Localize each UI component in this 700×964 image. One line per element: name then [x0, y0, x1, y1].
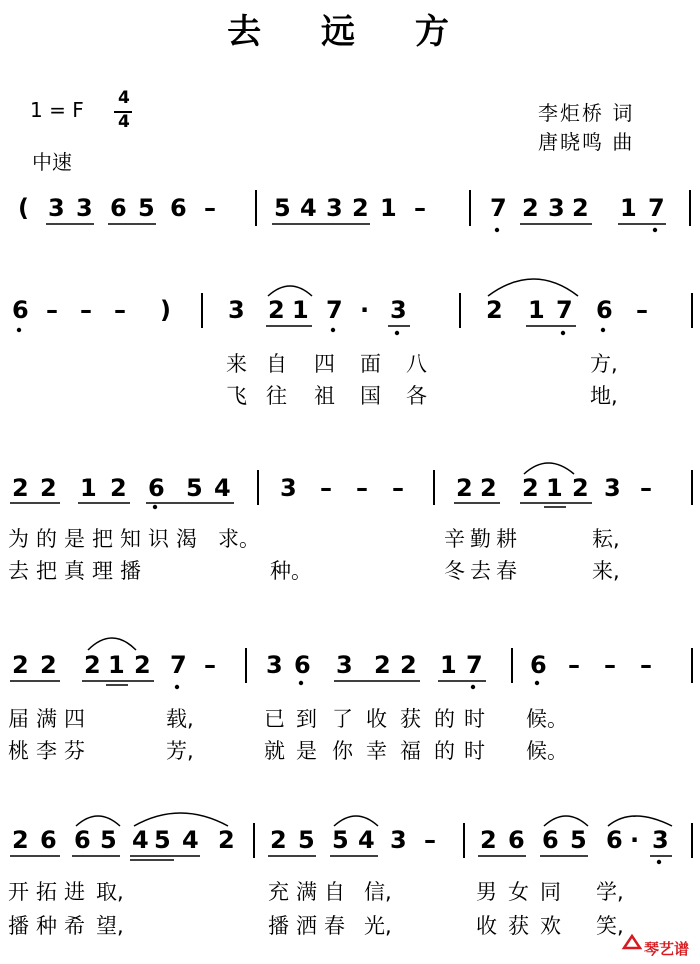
note: 2: [40, 474, 57, 502]
note: –: [636, 296, 648, 324]
note: 2: [480, 826, 497, 854]
note: –: [604, 651, 616, 679]
lyric-verse-2: 真: [64, 559, 85, 583]
note: 4: [358, 826, 375, 854]
note: 7: [648, 194, 665, 222]
note: 4: [132, 826, 149, 854]
lyric-verse-1: 八: [406, 352, 427, 376]
lyric-verse-2: 来,: [592, 559, 620, 583]
note: 6: [596, 296, 613, 324]
note: 1: [80, 474, 97, 502]
lyric-verse-2: 的: [434, 739, 455, 763]
note: 3: [604, 474, 621, 502]
octave-dot: [535, 681, 539, 685]
note: –: [392, 474, 404, 502]
note: 1: [546, 474, 563, 502]
lyric-verse-1: 时: [464, 707, 485, 731]
note: –: [568, 651, 580, 679]
note: 4: [214, 474, 231, 502]
tempo-marking: 中速: [32, 150, 72, 174]
note: 7: [490, 194, 507, 222]
lyric-verse-2: 播: [268, 914, 289, 938]
lyric-verse-1: 来: [226, 352, 247, 376]
lyric-verse-2: 欢: [540, 914, 561, 938]
note: 2: [218, 826, 235, 854]
lyric-verse-2: 希: [64, 914, 85, 938]
note: 3: [326, 194, 343, 222]
note: 6: [40, 826, 57, 854]
note: 3: [280, 474, 297, 502]
note: 2: [84, 651, 101, 679]
note: 2: [134, 651, 151, 679]
time-signature-denominator: 4: [118, 112, 130, 132]
note: 3: [652, 826, 669, 854]
lyric-verse-2: 你: [332, 739, 353, 763]
note: 2: [374, 651, 391, 679]
lyric-verse-1: 了: [332, 707, 353, 731]
note: –: [204, 651, 216, 679]
note: 6: [74, 826, 91, 854]
note: 4: [182, 826, 199, 854]
octave-dot: [471, 685, 475, 689]
slur: [134, 813, 228, 826]
lyric-verse-1: 到: [296, 707, 317, 731]
watermark-logo: [624, 936, 640, 948]
lyric-verse-2: 飞: [226, 384, 247, 408]
lyric-verse-1: 开: [8, 880, 29, 904]
octave-dot: [175, 685, 179, 689]
lyric-verse-1: 四: [314, 352, 335, 376]
note: 7: [170, 651, 187, 679]
lyric-verse-1: 已: [264, 707, 285, 731]
lyric-verse-1: 辛: [444, 527, 465, 551]
lyric-verse-2: 李: [36, 739, 57, 763]
lyric-verse-1: 候。: [526, 707, 568, 731]
note: 3: [266, 651, 283, 679]
octave-dot: [153, 505, 157, 509]
lyric-verse-2: 洒: [296, 914, 317, 938]
octave-dot: [561, 331, 565, 335]
lyric-verse-2: 收: [476, 914, 497, 938]
tie: [76, 816, 120, 826]
lyric-verse-1: 耕: [496, 527, 517, 551]
note: 6: [542, 826, 559, 854]
note: 2: [12, 651, 29, 679]
lyric-verse-2: 时: [464, 739, 485, 763]
tie: [608, 816, 672, 826]
key-signature: 1 = F: [30, 98, 84, 122]
note: 5: [138, 194, 155, 222]
lyricist-credit: 李炬桥 词: [538, 101, 635, 125]
slur: [488, 279, 578, 296]
note: –: [320, 474, 332, 502]
lyric-verse-2: 望,: [96, 914, 124, 938]
note: 2: [486, 296, 503, 324]
note: 3: [336, 651, 353, 679]
note: 2: [352, 194, 369, 222]
note: 5: [186, 474, 203, 502]
note: 7: [466, 651, 483, 679]
tie: [544, 816, 588, 826]
lyric-verse-2: 播: [120, 559, 141, 583]
octave-dot: [653, 228, 657, 232]
note: 6: [508, 826, 525, 854]
lyric-verse-2: 种: [36, 914, 57, 938]
watermark-text: 琴艺谱: [644, 940, 690, 958]
octave-dot: [495, 228, 499, 232]
note: –: [46, 296, 58, 324]
note: 5: [274, 194, 291, 222]
note: 2: [522, 474, 539, 502]
lyric-verse-2: 春: [324, 914, 345, 938]
lyric-verse-2: 种。: [270, 559, 312, 583]
note: (: [18, 194, 29, 222]
lyric-verse-1: 学,: [596, 880, 624, 904]
note: 3: [548, 194, 565, 222]
note: 3: [48, 194, 65, 222]
lyric-verse-1: 的: [36, 527, 57, 551]
lyric-verse-2: 春: [496, 559, 517, 583]
octave-dot: [395, 331, 399, 335]
lyric-verse-1: 是: [64, 527, 85, 551]
lyric-verse-2: 候。: [526, 739, 568, 763]
lyric-verse-1: 获: [400, 707, 421, 731]
lyric-verse-1: 知: [120, 527, 141, 551]
lyric-verse-1: 渴: [176, 527, 197, 551]
lyric-verse-1: 进: [64, 880, 85, 904]
note: 5: [298, 826, 315, 854]
note: ·: [630, 826, 640, 854]
note: 1: [108, 651, 125, 679]
note: 5: [570, 826, 587, 854]
lyric-verse-2: 冬: [444, 559, 465, 583]
note: 6: [606, 826, 623, 854]
lyric-verse-1: 的: [434, 707, 455, 731]
note: 2: [572, 194, 589, 222]
lyric-verse-1: 届: [8, 707, 29, 731]
lyric-verse-2: 各: [406, 384, 427, 408]
lyric-verse-1: 四: [64, 707, 85, 731]
note: 2: [400, 651, 417, 679]
lyric-verse-1: 取,: [96, 880, 124, 904]
note: 2: [480, 474, 497, 502]
note: 2: [522, 194, 539, 222]
lyric-verse-2: 播: [8, 914, 29, 938]
slur: [524, 463, 574, 474]
note: –: [414, 194, 426, 222]
lyric-verse-1: 满: [36, 707, 57, 731]
octave-dot: [17, 328, 21, 332]
lyric-verse-1: 同: [540, 880, 561, 904]
lyric-verse-2: 往: [266, 384, 287, 408]
lyric-verse-1: 女: [508, 880, 529, 904]
tie: [334, 816, 378, 826]
note: 1: [292, 296, 309, 324]
note: 3: [390, 296, 407, 324]
note: ): [160, 296, 171, 324]
lyric-verse-2: 光,: [364, 914, 392, 938]
note: 4: [300, 194, 317, 222]
note: 6: [530, 651, 547, 679]
note: –: [424, 826, 436, 854]
lyric-verse-1: 男: [476, 880, 497, 904]
note: –: [640, 474, 652, 502]
note: –: [356, 474, 368, 502]
octave-dot: [299, 681, 303, 685]
lyric-verse-1: 识: [148, 527, 169, 551]
lyric-verse-1: 载,: [166, 707, 194, 731]
lyric-verse-2: 国: [360, 384, 381, 408]
slur: [88, 638, 136, 650]
lyric-verse-1: 充: [268, 880, 289, 904]
lyric-verse-1: 方,: [590, 352, 618, 376]
note: 3: [76, 194, 93, 222]
lyric-verse-1: 为: [8, 527, 29, 551]
note: 3: [390, 826, 407, 854]
lyric-verse-2: 幸: [366, 739, 387, 763]
note: 2: [40, 651, 57, 679]
tie: [268, 286, 312, 296]
lyric-verse-1: 收: [366, 707, 387, 731]
note: 5: [100, 826, 117, 854]
lyric-verse-2: 是: [296, 739, 317, 763]
lyric-verse-1: 拓: [36, 880, 57, 904]
note: 6: [294, 651, 311, 679]
lyric-verse-2: 把: [36, 559, 57, 583]
lyric-verse-1: 自: [324, 880, 345, 904]
note: 1: [620, 194, 637, 222]
note: 2: [270, 826, 287, 854]
note: 7: [556, 296, 573, 324]
lyric-verse-1: 勤: [470, 527, 491, 551]
note: 1: [528, 296, 545, 324]
octave-dot: [331, 328, 335, 332]
note: 6: [170, 194, 187, 222]
lyric-verse-2: 福: [400, 739, 421, 763]
note: ·: [360, 296, 370, 324]
lyric-verse-2: 笑,: [596, 914, 624, 938]
note: 2: [12, 826, 29, 854]
lyric-verse-1: 满: [296, 880, 317, 904]
note: –: [640, 651, 652, 679]
lyric-verse-2: 桃: [8, 739, 29, 763]
lyric-verse-1: 面: [360, 352, 381, 376]
lyric-verse-2: 祖: [314, 384, 335, 408]
lyric-verse-1: 信,: [364, 880, 392, 904]
composer-credit: 唐晓鸣 曲: [538, 130, 635, 154]
lyric-verse-2: 芬: [64, 739, 85, 763]
lyric-verse-2: 理: [92, 559, 113, 583]
note: 5: [332, 826, 349, 854]
octave-dot: [657, 860, 661, 864]
note: 7: [326, 296, 343, 324]
time-signature-numerator: 4: [118, 88, 130, 108]
note: –: [204, 194, 216, 222]
note: 2: [268, 296, 285, 324]
note: 2: [456, 474, 473, 502]
lyric-verse-2: 地,: [590, 384, 618, 408]
note: –: [80, 296, 92, 324]
note: –: [114, 296, 126, 324]
lyric-verse-2: 去: [8, 559, 29, 583]
lyric-verse-1: 求。: [218, 527, 260, 551]
note: 2: [572, 474, 589, 502]
lyric-verse-2: 芳,: [166, 739, 194, 763]
note: 1: [380, 194, 397, 222]
note: 6: [148, 474, 165, 502]
note: 2: [110, 474, 127, 502]
lyric-verse-1: 耘,: [592, 527, 620, 551]
note: 3: [228, 296, 245, 324]
note: 1: [440, 651, 457, 679]
note: 6: [110, 194, 127, 222]
lyric-verse-2: 获: [508, 914, 529, 938]
lyric-verse-1: 把: [92, 527, 113, 551]
song-title: 去 远 方: [227, 12, 473, 52]
octave-dot: [601, 328, 605, 332]
note: 2: [12, 474, 29, 502]
lyric-verse-2: 就: [264, 739, 285, 763]
lyric-verse-1: 自: [266, 352, 287, 376]
note: 6: [12, 296, 29, 324]
lyric-verse-2: 去: [470, 559, 491, 583]
note: 5: [154, 826, 171, 854]
